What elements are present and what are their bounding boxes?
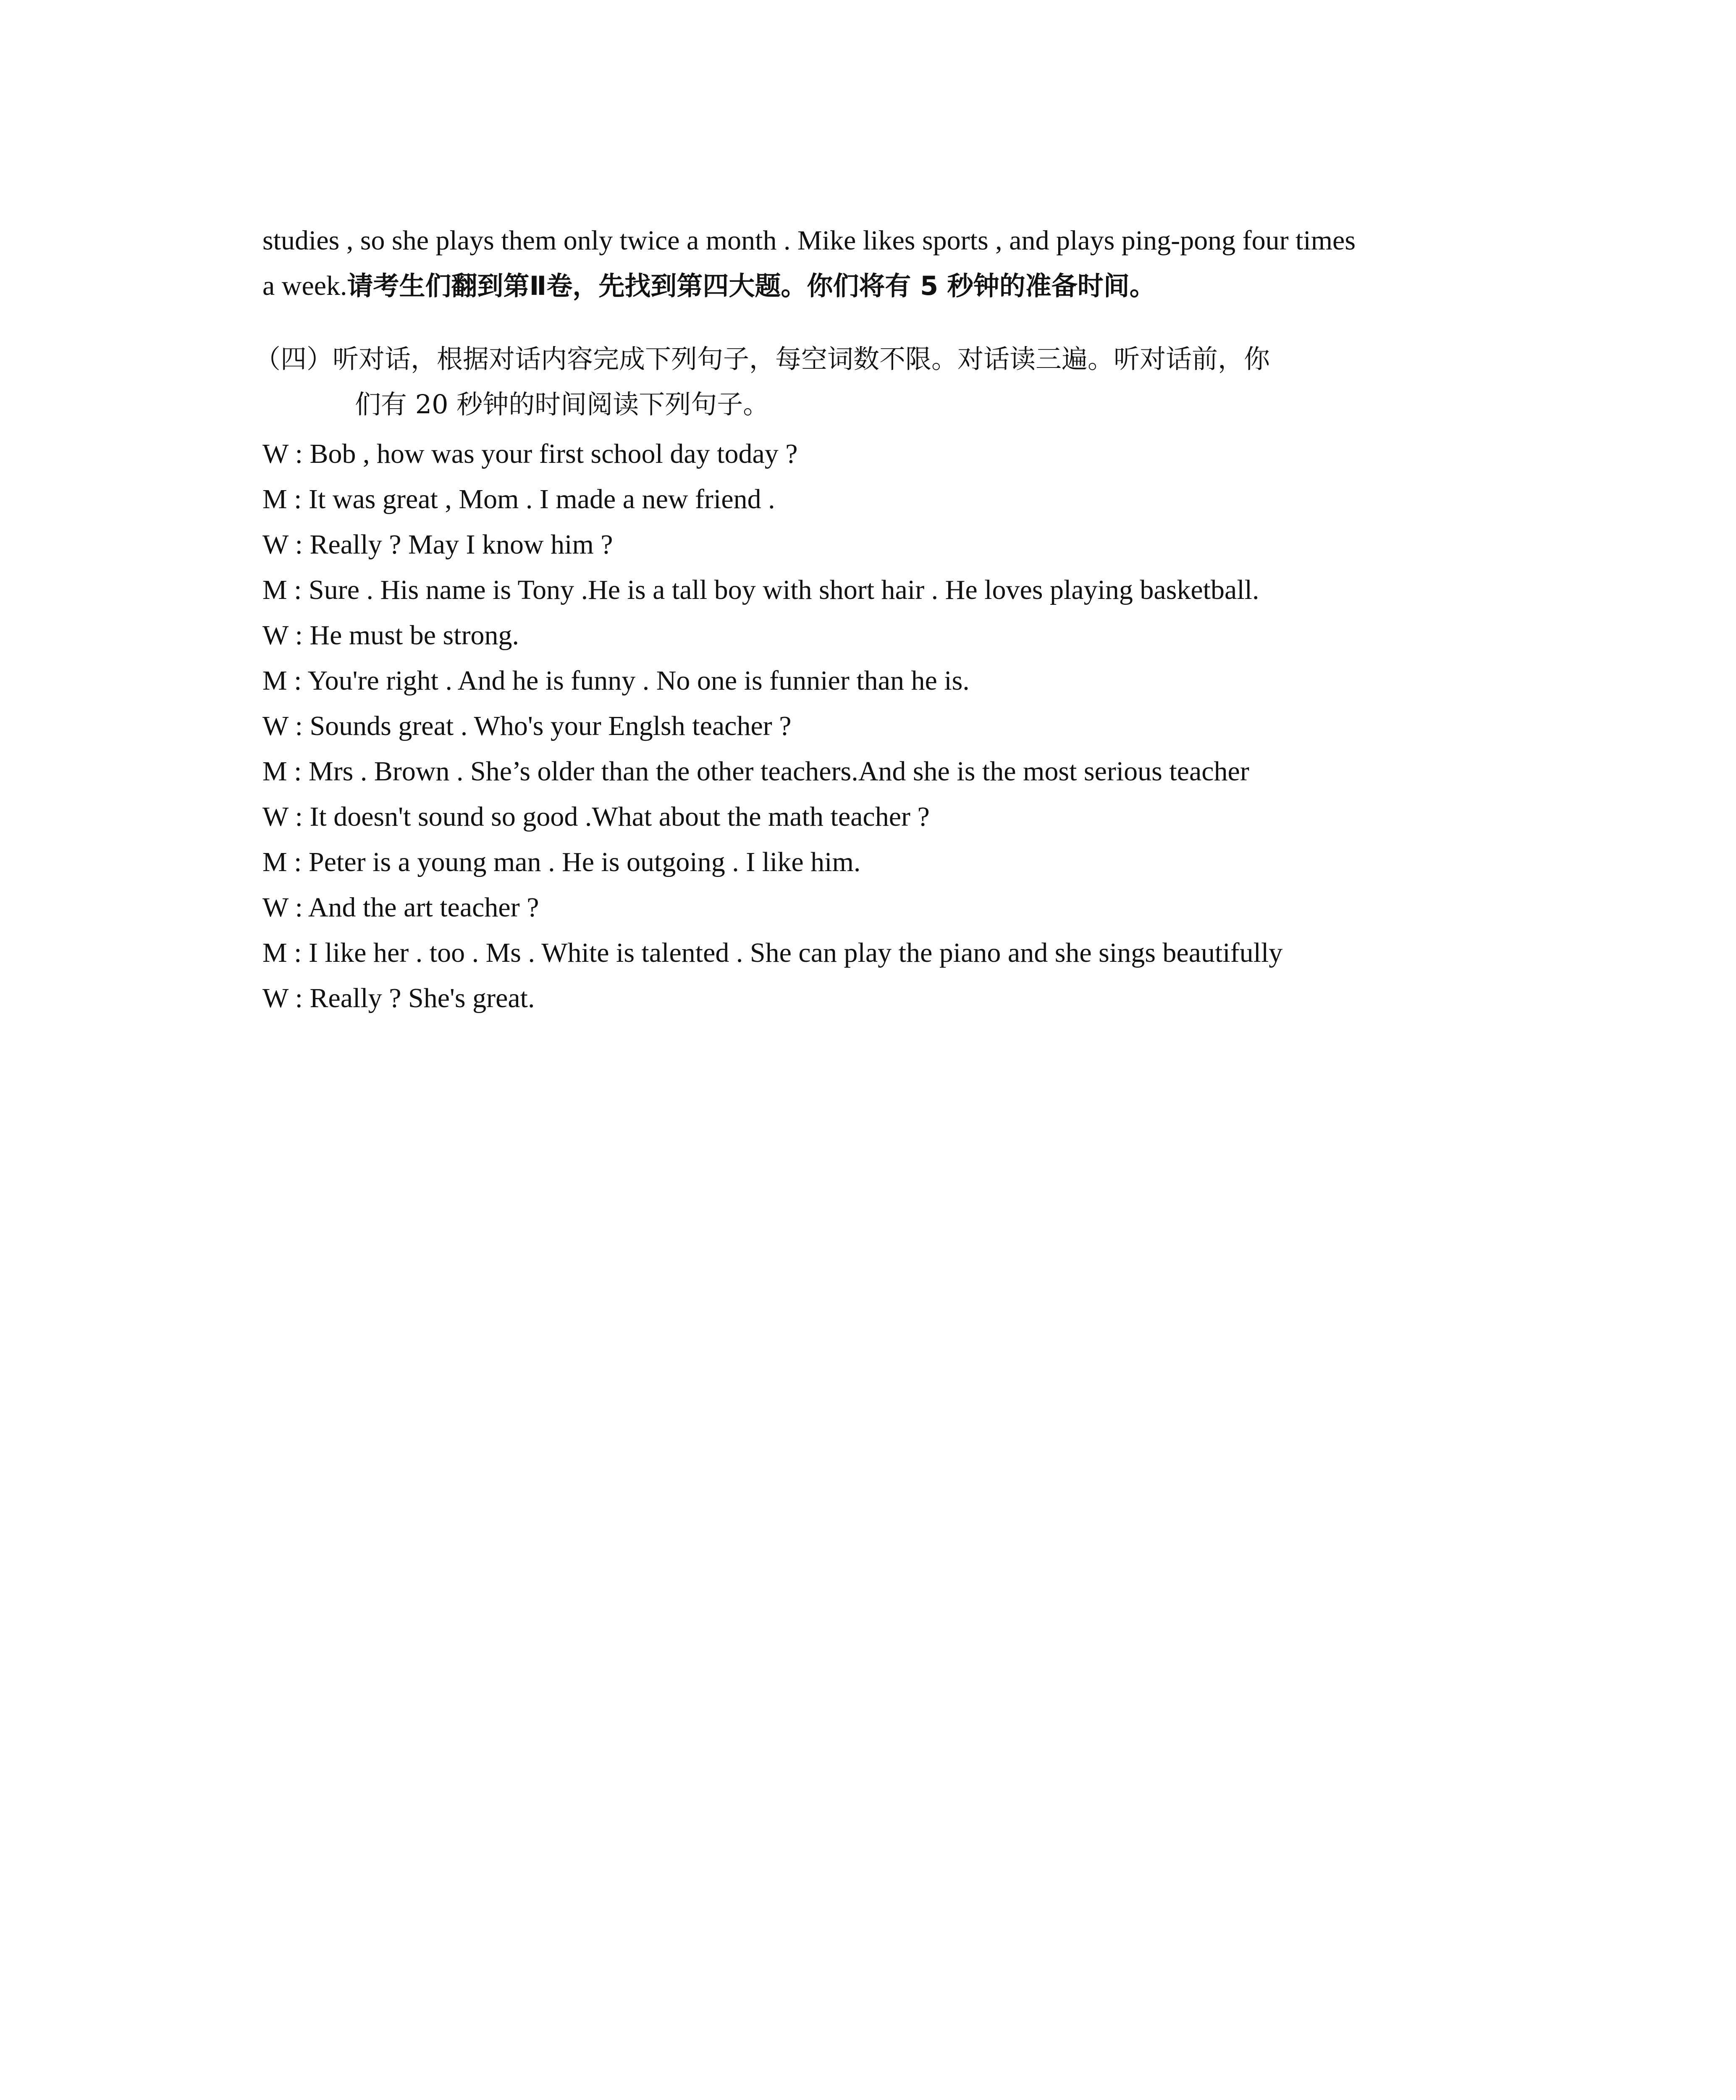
instruction-bold: 请考生们翻到第Ⅱ卷，先找到第四大题。你们将有 5 秒钟的准备时间。: [347, 270, 1156, 301]
dialogue-line: W : Really ? She's great.: [262, 983, 535, 1013]
dialogue-line: M : It was great , Mom . I made a new friend .: [262, 484, 775, 514]
dialogue-line: W : Really ? May I know him ?: [262, 529, 613, 560]
dialogue-line: M : You're right . And he is funny . No one is funnier than he is.: [262, 665, 970, 696]
dialogue-line: W : It doesn't sound so good .What about the math teacher ?: [262, 801, 930, 832]
dialogue-line: M : Peter is a young man . He is outgoing . I like him.: [262, 847, 861, 877]
intro-line-1: studies , so she plays them only twice a month . Mike likes sports , and plays ping-pong four times: [262, 225, 1356, 256]
dialogue-line: M : Sure . His name is Tony .He is a tall boy with short hair . He loves playing basketball.: [262, 575, 1259, 605]
section-4-heading-cont: 们有 20 秒钟的时间阅读下列句子。: [355, 389, 769, 420]
intro-line-2: [262, 272, 1156, 300]
dialogue-line: W : And the art teacher ?: [262, 892, 539, 923]
dialogue-line: W : Bob , how was your first school day today ?: [262, 438, 798, 469]
dialogue-line: W : He must be strong.: [262, 620, 519, 651]
dialogue-line: M : I like her . too . Ms . White is talented . She can play the piano and she sings beautifully: [262, 937, 1283, 968]
dialogue-line: W : Sounds great . Who's your Englsh teacher ?: [262, 711, 792, 741]
section-4-heading: （四）听对话，根据对话内容完成下列句子，每空词数不限。对话读三遍。听对话前，你: [254, 344, 1270, 374]
intro-line-2-english: a week.: [262, 270, 347, 301]
dialogue-line: M : Mrs . Brown . She’s older than the other teachers.And she is the most serious teacher: [262, 756, 1249, 787]
